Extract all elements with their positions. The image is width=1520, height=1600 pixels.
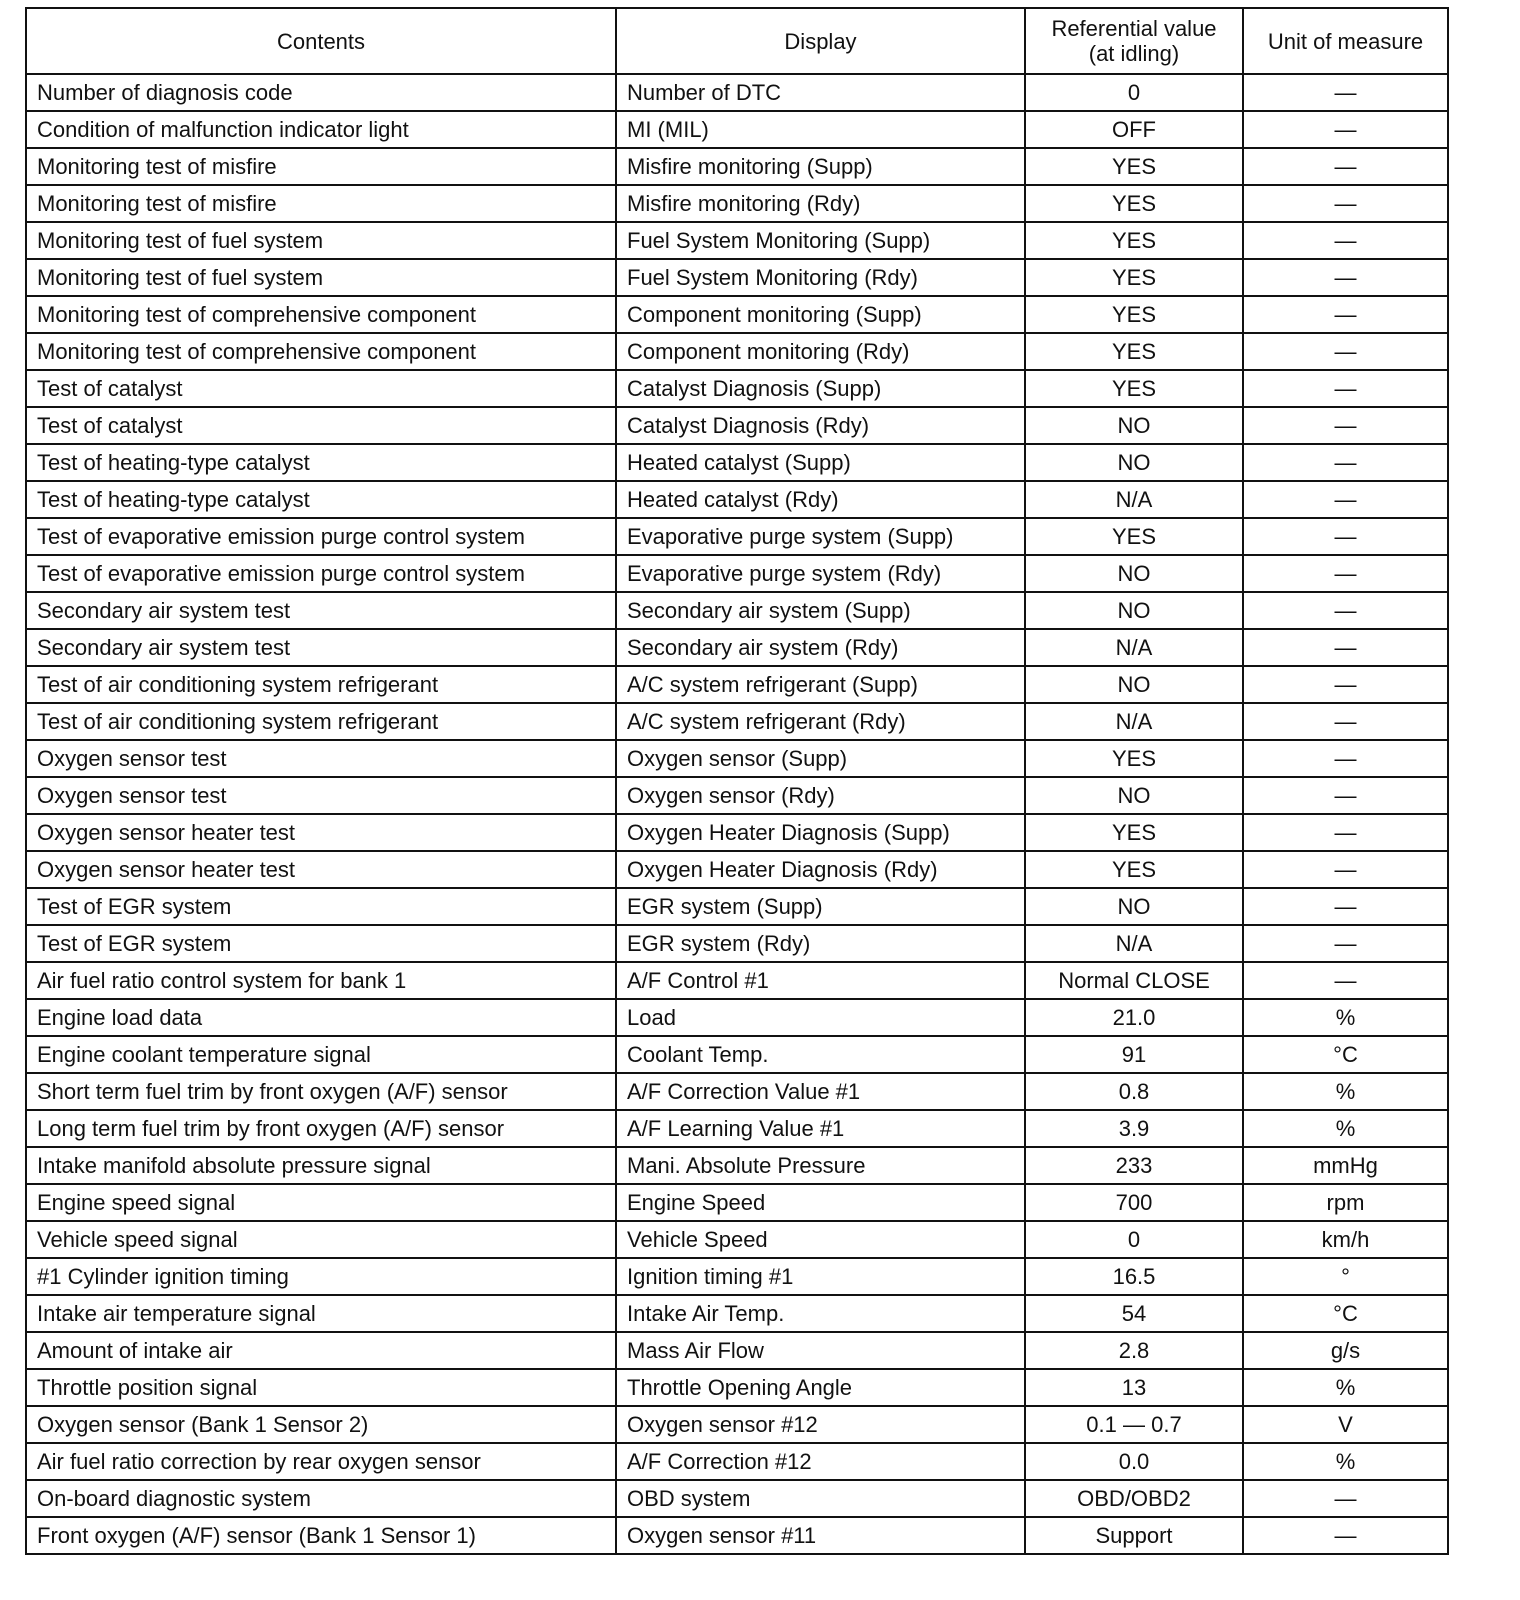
cell-contents: On-board diagnostic system <box>26 1480 616 1517</box>
cell-display: Misfire monitoring (Rdy) <box>616 185 1025 222</box>
cell-unit: — <box>1243 185 1448 222</box>
cell-display: A/C system refrigerant (Rdy) <box>616 703 1025 740</box>
cell-referential-value: 13 <box>1025 1369 1243 1406</box>
cell-unit: % <box>1243 1443 1448 1480</box>
cell-unit: — <box>1243 777 1448 814</box>
cell-unit: — <box>1243 296 1448 333</box>
table-row <box>26 259 1448 296</box>
cell-unit: — <box>1243 370 1448 407</box>
cell-contents: Engine speed signal <box>26 1184 616 1221</box>
table-row <box>26 1443 1448 1480</box>
cell-referential-value: Support <box>1025 1517 1243 1554</box>
cell-unit: — <box>1243 1517 1448 1554</box>
table-row <box>26 1406 1448 1443</box>
table-row <box>26 518 1448 555</box>
cell-referential-value: 0.0 <box>1025 1443 1243 1480</box>
cell-referential-value: YES <box>1025 185 1243 222</box>
cell-display: MI (MIL) <box>616 111 1025 148</box>
cell-display: Secondary air system (Rdy) <box>616 629 1025 666</box>
cell-referential-value: 54 <box>1025 1295 1243 1332</box>
cell-display: Engine Speed <box>616 1184 1025 1221</box>
cell-referential-value: 0 <box>1025 1221 1243 1258</box>
cell-referential-value: NO <box>1025 555 1243 592</box>
cell-display: Misfire monitoring (Supp) <box>616 148 1025 185</box>
cell-unit: — <box>1243 666 1448 703</box>
cell-unit: % <box>1243 999 1448 1036</box>
table-row <box>26 999 1448 1036</box>
cell-display: OBD system <box>616 1480 1025 1517</box>
cell-display: Number of DTC <box>616 74 1025 111</box>
cell-unit: — <box>1243 407 1448 444</box>
table-body <box>26 74 1448 1554</box>
cell-contents: Monitoring test of fuel system <box>26 259 616 296</box>
cell-referential-value: YES <box>1025 518 1243 555</box>
cell-referential-value: 0 <box>1025 74 1243 111</box>
cell-referential-value: YES <box>1025 851 1243 888</box>
cell-display: Catalyst Diagnosis (Supp) <box>616 370 1025 407</box>
cell-unit: — <box>1243 592 1448 629</box>
cell-referential-value: 91 <box>1025 1036 1243 1073</box>
cell-contents: Number of diagnosis code <box>26 74 616 111</box>
cell-contents: Secondary air system test <box>26 592 616 629</box>
cell-referential-value: 233 <box>1025 1147 1243 1184</box>
header-referential-value-line1: Referential value <box>1051 16 1217 41</box>
table-row <box>26 1184 1448 1221</box>
cell-display: A/F Control #1 <box>616 962 1025 999</box>
cell-referential-value: NO <box>1025 592 1243 629</box>
cell-unit: — <box>1243 814 1448 851</box>
cell-referential-value: YES <box>1025 296 1243 333</box>
cell-display: Component monitoring (Supp) <box>616 296 1025 333</box>
cell-contents: Engine load data <box>26 999 616 1036</box>
cell-display: Intake Air Temp. <box>616 1295 1025 1332</box>
cell-referential-value: YES <box>1025 222 1243 259</box>
cell-unit: % <box>1243 1073 1448 1110</box>
cell-unit: — <box>1243 1480 1448 1517</box>
table-row <box>26 148 1448 185</box>
table-header-row <box>26 8 1448 74</box>
cell-unit: — <box>1243 518 1448 555</box>
cell-contents: Oxygen sensor heater test <box>26 851 616 888</box>
cell-display: Coolant Temp. <box>616 1036 1025 1073</box>
header-contents: Contents <box>26 8 616 74</box>
cell-display: Fuel System Monitoring (Rdy) <box>616 259 1025 296</box>
table-row <box>26 1480 1448 1517</box>
table-row <box>26 1517 1448 1554</box>
cell-contents: Throttle position signal <box>26 1369 616 1406</box>
cell-unit: mmHg <box>1243 1147 1448 1184</box>
cell-display: Throttle Opening Angle <box>616 1369 1025 1406</box>
table-row <box>26 1295 1448 1332</box>
cell-unit: — <box>1243 481 1448 518</box>
cell-referential-value: NO <box>1025 666 1243 703</box>
cell-referential-value: N/A <box>1025 629 1243 666</box>
table-row <box>26 481 1448 518</box>
cell-display: Catalyst Diagnosis (Rdy) <box>616 407 1025 444</box>
table-row <box>26 111 1448 148</box>
cell-contents: Test of EGR system <box>26 888 616 925</box>
cell-referential-value: YES <box>1025 259 1243 296</box>
cell-display: Component monitoring (Rdy) <box>616 333 1025 370</box>
cell-contents: Front oxygen (A/F) sensor (Bank 1 Sensor 1) <box>26 1517 616 1554</box>
cell-contents: Engine coolant temperature signal <box>26 1036 616 1073</box>
cell-unit: — <box>1243 925 1448 962</box>
table-row <box>26 888 1448 925</box>
cell-display: Secondary air system (Supp) <box>616 592 1025 629</box>
table-row <box>26 1036 1448 1073</box>
cell-display: Heated catalyst (Supp) <box>616 444 1025 481</box>
cell-unit: — <box>1243 629 1448 666</box>
table-row <box>26 444 1448 481</box>
table-row <box>26 1073 1448 1110</box>
cell-referential-value: 2.8 <box>1025 1332 1243 1369</box>
cell-unit: — <box>1243 962 1448 999</box>
cell-contents: Test of air conditioning system refrigerant <box>26 703 616 740</box>
cell-contents: Air fuel ratio control system for bank 1 <box>26 962 616 999</box>
cell-display: A/F Correction #12 <box>616 1443 1025 1480</box>
cell-unit: ° <box>1243 1258 1448 1295</box>
cell-unit: % <box>1243 1369 1448 1406</box>
cell-contents: Monitoring test of comprehensive component <box>26 296 616 333</box>
cell-contents: Test of catalyst <box>26 370 616 407</box>
cell-unit: — <box>1243 111 1448 148</box>
cell-contents: Air fuel ratio correction by rear oxygen sensor <box>26 1443 616 1480</box>
cell-contents: Test of heating-type catalyst <box>26 481 616 518</box>
table-row <box>26 666 1448 703</box>
cell-referential-value: YES <box>1025 370 1243 407</box>
header-display: Display <box>616 8 1025 74</box>
cell-display: EGR system (Rdy) <box>616 925 1025 962</box>
cell-display: Oxygen Heater Diagnosis (Rdy) <box>616 851 1025 888</box>
table-row <box>26 333 1448 370</box>
cell-display: Oxygen sensor #12 <box>616 1406 1025 1443</box>
cell-referential-value: NO <box>1025 444 1243 481</box>
cell-display: Evaporative purge system (Supp) <box>616 518 1025 555</box>
cell-unit: — <box>1243 703 1448 740</box>
cell-unit: V <box>1243 1406 1448 1443</box>
cell-display: Mass Air Flow <box>616 1332 1025 1369</box>
cell-display: Oxygen sensor #11 <box>616 1517 1025 1554</box>
table-row <box>26 555 1448 592</box>
cell-contents: Monitoring test of comprehensive component <box>26 333 616 370</box>
cell-display: Mani. Absolute Pressure <box>616 1147 1025 1184</box>
cell-contents: Oxygen sensor (Bank 1 Sensor 2) <box>26 1406 616 1443</box>
cell-display: Ignition timing #1 <box>616 1258 1025 1295</box>
cell-referential-value: NO <box>1025 407 1243 444</box>
table-row <box>26 1221 1448 1258</box>
cell-referential-value: NO <box>1025 777 1243 814</box>
data-table-container <box>25 7 1447 1555</box>
cell-contents: Amount of intake air <box>26 1332 616 1369</box>
cell-referential-value: N/A <box>1025 481 1243 518</box>
cell-referential-value: YES <box>1025 333 1243 370</box>
cell-unit: rpm <box>1243 1184 1448 1221</box>
cell-contents: Monitoring test of fuel system <box>26 222 616 259</box>
cell-referential-value: YES <box>1025 740 1243 777</box>
cell-contents: Test of catalyst <box>26 407 616 444</box>
cell-unit: — <box>1243 888 1448 925</box>
cell-contents: Oxygen sensor heater test <box>26 814 616 851</box>
header-unit-of-measure: Unit of measure <box>1243 8 1448 74</box>
cell-display: Evaporative purge system (Rdy) <box>616 555 1025 592</box>
cell-referential-value: N/A <box>1025 925 1243 962</box>
cell-display: A/F Correction Value #1 <box>616 1073 1025 1110</box>
table-row <box>26 1147 1448 1184</box>
table-row <box>26 74 1448 111</box>
table-row <box>26 296 1448 333</box>
cell-contents: Test of EGR system <box>26 925 616 962</box>
cell-display: Heated catalyst (Rdy) <box>616 481 1025 518</box>
table-row <box>26 1332 1448 1369</box>
cell-display: A/F Learning Value #1 <box>616 1110 1025 1147</box>
cell-contents: Oxygen sensor test <box>26 740 616 777</box>
cell-referential-value: 700 <box>1025 1184 1243 1221</box>
cell-display: Fuel System Monitoring (Supp) <box>616 222 1025 259</box>
table-row <box>26 592 1448 629</box>
table-row <box>26 1110 1448 1147</box>
cell-referential-value: OFF <box>1025 111 1243 148</box>
table-row <box>26 629 1448 666</box>
header-referential-value <box>1025 8 1243 74</box>
header-referential-value-line2: (at idling) <box>1088 41 1180 66</box>
cell-display: Vehicle Speed <box>616 1221 1025 1258</box>
table-row <box>26 1369 1448 1406</box>
cell-referential-value: 21.0 <box>1025 999 1243 1036</box>
referential-value-table <box>25 7 1449 1555</box>
table-row <box>26 703 1448 740</box>
cell-referential-value: Normal CLOSE <box>1025 962 1243 999</box>
cell-contents: Monitoring test of misfire <box>26 148 616 185</box>
cell-unit: — <box>1243 259 1448 296</box>
cell-display: Oxygen sensor (Supp) <box>616 740 1025 777</box>
table-row <box>26 962 1448 999</box>
cell-referential-value: 0.1 — 0.7 <box>1025 1406 1243 1443</box>
cell-referential-value: YES <box>1025 148 1243 185</box>
cell-unit: — <box>1243 333 1448 370</box>
cell-contents: Long term fuel trim by front oxygen (A/F) sensor <box>26 1110 616 1147</box>
cell-display: Oxygen Heater Diagnosis (Supp) <box>616 814 1025 851</box>
cell-unit: — <box>1243 555 1448 592</box>
cell-unit: % <box>1243 1110 1448 1147</box>
cell-unit: — <box>1243 222 1448 259</box>
cell-contents: #1 Cylinder ignition timing <box>26 1258 616 1295</box>
cell-unit: — <box>1243 74 1448 111</box>
table-row <box>26 740 1448 777</box>
table-row <box>26 222 1448 259</box>
cell-display: EGR system (Supp) <box>616 888 1025 925</box>
cell-unit: — <box>1243 444 1448 481</box>
cell-unit: g/s <box>1243 1332 1448 1369</box>
table-row <box>26 370 1448 407</box>
cell-referential-value: YES <box>1025 814 1243 851</box>
table-row <box>26 925 1448 962</box>
table-row <box>26 851 1448 888</box>
cell-unit: — <box>1243 148 1448 185</box>
cell-contents: Test of heating-type catalyst <box>26 444 616 481</box>
cell-referential-value: 3.9 <box>1025 1110 1243 1147</box>
cell-display: Load <box>616 999 1025 1036</box>
cell-contents: Test of evaporative emission purge control system <box>26 555 616 592</box>
table-row <box>26 185 1448 222</box>
cell-contents: Short term fuel trim by front oxygen (A/F) sensor <box>26 1073 616 1110</box>
cell-contents: Intake manifold absolute pressure signal <box>26 1147 616 1184</box>
cell-contents: Oxygen sensor test <box>26 777 616 814</box>
cell-contents: Monitoring test of misfire <box>26 185 616 222</box>
cell-unit: — <box>1243 740 1448 777</box>
cell-referential-value: N/A <box>1025 703 1243 740</box>
cell-referential-value: NO <box>1025 888 1243 925</box>
cell-referential-value: 0.8 <box>1025 1073 1243 1110</box>
cell-contents: Test of evaporative emission purge control system <box>26 518 616 555</box>
cell-referential-value: 16.5 <box>1025 1258 1243 1295</box>
cell-display: A/C system refrigerant (Supp) <box>616 666 1025 703</box>
table-row <box>26 777 1448 814</box>
table-row <box>26 407 1448 444</box>
cell-contents: Condition of malfunction indicator light <box>26 111 616 148</box>
cell-unit: — <box>1243 851 1448 888</box>
cell-unit: km/h <box>1243 1221 1448 1258</box>
cell-unit: °C <box>1243 1036 1448 1073</box>
table-row <box>26 814 1448 851</box>
cell-contents: Test of air conditioning system refrigerant <box>26 666 616 703</box>
cell-contents: Intake air temperature signal <box>26 1295 616 1332</box>
cell-display: Oxygen sensor (Rdy) <box>616 777 1025 814</box>
table-row <box>26 1258 1448 1295</box>
cell-unit: °C <box>1243 1295 1448 1332</box>
cell-contents: Secondary air system test <box>26 629 616 666</box>
cell-referential-value: OBD/OBD2 <box>1025 1480 1243 1517</box>
cell-contents: Vehicle speed signal <box>26 1221 616 1258</box>
